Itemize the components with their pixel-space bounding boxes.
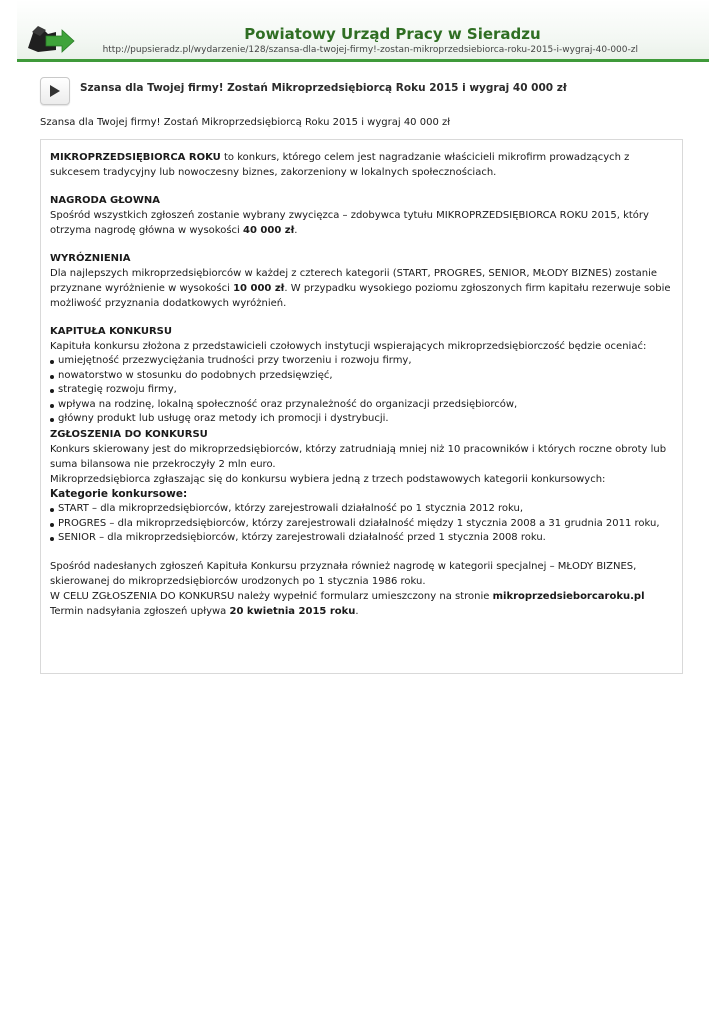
zgloszenia-line-2: suma bilansowa nie przekroczyły 2 mln euro. — [50, 458, 276, 470]
kapitula-heading: KAPITUŁA KONKURSU — [50, 326, 173, 337]
wyroznienia-section — [50, 251, 675, 311]
kategorie-list — [50, 502, 675, 546]
intro-bold: MIKROPRZEDSIĘBIORCA ROKU — [50, 152, 221, 163]
final-section — [50, 559, 675, 619]
kategorie-heading: Kategorie konkursowe: — [50, 487, 188, 500]
wyroznienia-amount: 10 000 zł — [233, 283, 285, 294]
list-item: START – dla mikroprzedsiębiorców, którzy zarejestrowali działalność po 1 stycznia 2012 roku, — [50, 502, 675, 517]
zgloszenia-line-3: Mikroprzedsiębiorca zgłaszając się do konkursu wybiera jedną z trzech podstawowych kategorii konkursowych: — [50, 473, 606, 485]
final-line-3: W CELU ZGŁOSZENIA DO KONKURSU należy wypełnić formularz umieszczony na stronie — [50, 590, 493, 602]
final-line-4-end: . — [355, 605, 359, 617]
nagroda-amount: 40 000 zł — [243, 225, 295, 236]
list-item: strategię rozwoju firmy, — [50, 383, 675, 398]
kapitula-section — [50, 324, 675, 354]
nagroda-line-2: otrzyma nagrodę główna w wysokości — [50, 225, 243, 236]
play-icon — [49, 84, 61, 98]
play-button[interactable] — [40, 77, 70, 105]
deadline: 20 kwietnia 2015 roku — [229, 605, 356, 617]
header-divider — [17, 59, 709, 62]
final-line-2: skierowanej do mikroprzedsiębiorców urodzonych po 1 stycznia 1986 roku. — [50, 575, 426, 587]
wyroznienia-line-3: możliwość przyznania dodatkowych wyróżnień. — [50, 298, 287, 309]
kapitula-line-1: Kapituła konkursu złożona z przedstawicieli czołowych instytucji wspierających mikroprzedsiębiorczość będzie oceniać: — [50, 341, 647, 352]
article-lead: Szansa dla Twojej firmy! Zostań Mikroprzedsiębiorcą Roku 2015 i wygraj 40 000 zł — [40, 117, 451, 128]
page-url: http://pupsieradz.pl/wydarzenie/128/szansa-dla-twojej-firmy!-zostan-mikroprzedsiebiorca-roku-2015-i-wygraj-40-000-zl — [102, 45, 638, 55]
final-line-1: Spośród nadesłanych zgłoszeń Kapituła Konkursu przyznała również nagrodę w kategorii specjalnej – MŁODY BIZNES, — [50, 560, 637, 572]
article-content — [50, 150, 675, 619]
final-line-4: Termin nadsyłania zgłoszeń upływa — [50, 605, 230, 617]
zgloszenia-section — [50, 427, 675, 487]
site-title: Powiatowy Urząd Pracy w Sieradzu — [244, 25, 541, 43]
intro-text-1: to konkurs, którego celem jest nagradzanie właścicieli mikrofirm prowadzących z — [220, 152, 630, 163]
site-title-wrap — [0, 24, 725, 43]
zgloszenia-heading: ZGŁOSZENIA DO KONKURSU — [50, 428, 208, 440]
wyroznienia-heading: WYRÓZNIENIA — [50, 253, 131, 264]
zgloszenia-line-1: Konkurs skierowany jest do mikroprzedsiębiorców, którzy zatrudniają mniej niż 10 pracowników i których roczne obroty lub — [50, 443, 667, 455]
nagroda-section — [50, 193, 675, 238]
nagroda-heading: NAGRODA GŁOWNA — [50, 195, 160, 206]
wyroznienia-line-2: przyznane wyróżnienie w wysokości — [50, 283, 234, 294]
list-item: PROGRES – dla mikroprzedsiębiorców, którzy zarejestrowali działalność między 1 stycznia 2008 a 31 grudnia 2011 roku, — [50, 517, 675, 532]
list-item: wpływa na rodzinę, lokalną społeczność oraz przynależność do organizacji przedsiębiorców, — [50, 398, 675, 413]
wyroznienia-line-1: Dla najlepszych mikroprzedsiębiorców w każdej z czterech kategorii (START, PROGRES, SENIOR, MŁODY BIZNES) zostanie — [50, 268, 658, 279]
list-item: SENIOR – dla mikroprzedsiębiorców, którzy zarejestrowali działalność przed 1 stycznia 2008 roku. — [50, 531, 675, 546]
list-item: umiejętność przezwyciężania trudności przy tworzeniu i rozwoju firmy, — [50, 354, 675, 369]
contest-link[interactable]: mikroprzedsieborcaroku.pl — [492, 590, 645, 602]
wyroznienia-line-2-end: . W przypadku wysokiego poziomu zgłoszonych firm kapitału rezerwuje sobie — [284, 283, 671, 294]
list-item: główny produkt lub usługę oraz metody ich promocji i dystrybucji. — [50, 412, 675, 427]
nagroda-line-1: Spośród wszystkich zgłoszeń zostanie wybrany zwycięzca – zdobywca tytułu MIKROPRZEDSIĘBIORCA ROKU 2015, który — [50, 210, 649, 221]
list-item: nowatorstwo w stosunku do podobnych przedsięwzięć, — [50, 369, 675, 384]
intro-paragraph — [50, 150, 675, 180]
nagroda-line-2-end: . — [294, 225, 298, 236]
intro-text-2: sukcesem tradycyjny lub nowoczesny biznes, zakorzeniony w lokalnych społecznościach. — [50, 167, 497, 178]
kapitula-list — [50, 354, 675, 427]
article-title: Szansa dla Twojej firmy! Zostań Mikroprzedsiębiorcą Roku 2015 i wygraj 40 000 zł — [80, 82, 567, 94]
